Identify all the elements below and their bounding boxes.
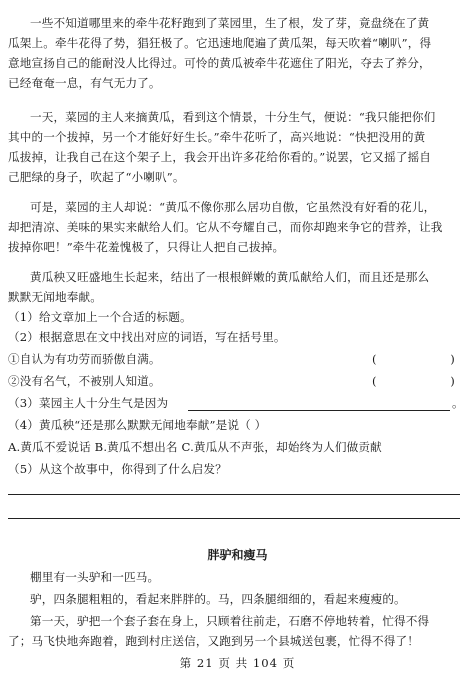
story-line: 第一天，驴把一个套子套在身上，只顾着往前走，石磨不停地转着，忙得不得	[30, 614, 430, 628]
question-1: （1）给文章加上一个合适的标题。	[8, 310, 192, 324]
passage-line: 已经奄奄一息，有气无力了。	[8, 76, 161, 90]
story-title: 胖驴和瘦马	[207, 548, 268, 562]
passage-line: 拔掉你吧！”牵牛花羞愧极了，只得让人把自己拔掉。	[8, 240, 285, 254]
passage-line: 默默无闻地奉献。	[8, 290, 102, 304]
answer-paren-2b[interactable]: ( )	[372, 374, 455, 388]
answer-line-5a[interactable]	[8, 494, 460, 495]
question-2a: ①自认为有功劳而骄傲自满。	[8, 352, 161, 366]
answer-line-3[interactable]	[188, 410, 450, 411]
passage-line: 瓜拔掉，让我自己在这个架子上，我会开出许多花给你看的。”说罢，它又摇了摇自	[8, 150, 432, 164]
question-2b: ②没有名气，不被别人知道。	[8, 374, 161, 388]
question-5: （5）从这个故事中，你得到了什么启发？	[8, 462, 227, 476]
page-number: 第 21 页 共 104 页	[179, 656, 296, 670]
passage-line: 一天，菜园的主人来摘黄瓜，看到这个情景，十分生气，便说：“我只能把你们	[30, 110, 436, 124]
passage-line: 其中的一个拔掉，另一个才能好好生长。”牵牛花听了，高兴地说：“快把没用的黄	[8, 130, 426, 144]
passage-line: 意地宣扬自己的能耐没人比得过。可怜的黄瓜被牵牛花遮住了阳光，夺去了养分，	[8, 56, 431, 70]
story-line: 了；马飞快地奔跑着，跑到村庄送信，又跑到另一个县城送包裹，忙得不得了！	[8, 634, 420, 648]
question-3-end: 。	[452, 396, 464, 410]
question-3: （3）菜园主人十分生气是因为	[8, 396, 169, 410]
passage-line: 可是，菜园的主人却说：“黄瓜不像你那么居功自傲，它虽然没有好看的花儿，	[30, 200, 436, 214]
question-4-options: A.黄瓜不爱说话 B.黄瓜不想出名 C.黄瓜从不声张，却始终为人们做贡献	[8, 440, 382, 454]
story-line: 棚里有一头驴和一匹马。	[30, 570, 160, 584]
passage-line: 一些不知道哪里来的牵牛花籽跑到了菜园里，生了根，发了芽，竟盘绕在了黄	[30, 16, 430, 30]
passage-line: 瓜架上。牵牛花得了势，猖狂极了。它迅速地爬遍了黄瓜架，每天吹着“喇叭”，得	[8, 36, 432, 50]
passage-line: 己肥绿的身子，吹起了“小喇叭”。	[8, 170, 185, 184]
passage-line: 却把清凉、美味的果实来献给人们。它从不夸耀自己，而你却跑来争它的营养，让我	[8, 220, 443, 234]
question-4: （4）黄瓜秧“还是那么默默无闻地奉献”是说（ ）	[8, 418, 267, 432]
answer-line-5b[interactable]	[8, 518, 460, 519]
story-line: 驴，四条腿粗粗的，看起来胖胖的。马，四条腿细细的，看起来瘦瘦的。	[30, 592, 406, 606]
passage-line: 黄瓜秧又旺盛地生长起来，结出了一根根鲜嫩的黄瓜献给人们，而且还是那么	[30, 270, 430, 284]
question-2: （2）根据意思在文中找出对应的词语，写在括号里。	[8, 330, 286, 344]
answer-paren-2a[interactable]: ( )	[372, 352, 455, 366]
